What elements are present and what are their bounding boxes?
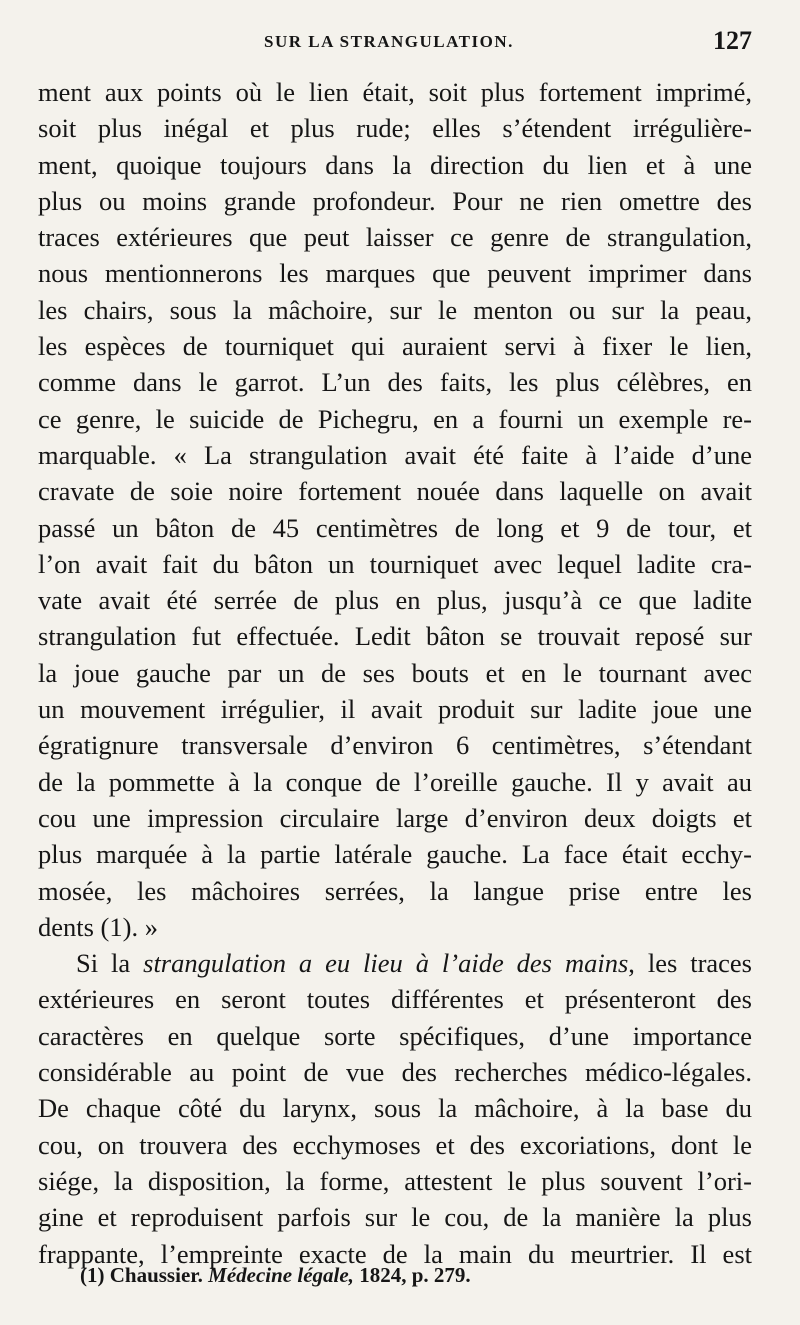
- text-line: traces extérieures que peut laisser ce genre de strangulation,: [38, 222, 752, 253]
- text-line: frappante, l’empreinte exacte de la main du meurtrier. Il est: [38, 1238, 752, 1269]
- text-line: considérable au point de vue des recherches médico-légales.: [38, 1057, 752, 1088]
- text-line: un mouvement irrégulier, il avait produit sur ladite joue une: [38, 694, 752, 725]
- page-number: 127: [713, 26, 752, 55]
- text-line: strangulation fut effectuée. Ledit bâton se trouvait reposé sur: [38, 621, 752, 652]
- text-line: les chairs, sous la mâchoire, sur le menton ou sur la peau,: [38, 294, 752, 325]
- text-line: ment aux points où le lien était, soit plus fortement imprimé,: [38, 77, 752, 107]
- text-line: plus marquée à la partie latérale gauche. La face était ecchy-: [38, 839, 752, 870]
- text-line: la joue gauche par un de ses bouts et en le tournant avec: [38, 657, 752, 688]
- running-head-title: SUR LA STRANGULATION.: [264, 32, 514, 51]
- text-line: dents (1). »: [38, 911, 158, 942]
- text-line: cravate de soie noire fortement nouée dans laquelle on avait: [38, 476, 752, 507]
- text-line: vate avait été serrée de plus en plus, jusqu’à ce que ladite: [38, 585, 752, 616]
- text-line: plus ou moins grande profondeur. Pour ne rien omettre des: [38, 185, 752, 216]
- text-line: marquable. « La strangulation avait été faite à l’aide d’une: [38, 439, 752, 470]
- footnote-details: 1824, p. 279.: [359, 1263, 471, 1287]
- footnote: [80, 1263, 471, 1288]
- paragraph-2-first-line: [38, 945, 752, 981]
- body-text: [38, 74, 752, 1272]
- text-line: extérieures en seront toutes différentes et présenteront des: [38, 984, 752, 1015]
- text-line: cou, on trouvera des ecchymoses et des excoriations, dont le: [38, 1129, 752, 1160]
- text-line: caractères en quelque sorte spécifiques, d’une importance: [38, 1020, 752, 1051]
- text-line: passé un bâton de 45 centimètres de long et 9 de tour, et: [38, 512, 752, 543]
- text-line: ce genre, le suicide de Pichegru, en a fourni un exemple re-: [38, 403, 752, 434]
- text-line: nous mentionnerons les marques que peuvent imprimer dans: [38, 258, 752, 289]
- para2-lead: Si la: [76, 948, 144, 979]
- para2-rest: , les traces: [628, 948, 753, 979]
- text-line: comme dans le garrot. L’un des faits, les plus célèbres, en: [38, 367, 752, 398]
- running-head: [38, 26, 752, 60]
- text-line: ment, quoique toujours dans la direction du lien et à une: [38, 149, 752, 180]
- text-line: gine et reproduisent parfois sur le cou, de la manière la plus: [38, 1202, 752, 1233]
- text-line: soit plus inégal et plus rude; elles s’étendent irrégulière-: [38, 113, 752, 144]
- text-line: égratignure transversale d’environ 6 centimètres, s’étendant: [38, 730, 752, 761]
- text-line: siége, la disposition, la forme, attestent le plus souvent l’ori-: [38, 1165, 752, 1196]
- footnote-title: Médecine légale,: [208, 1263, 354, 1287]
- footnote-marker: (1) Chaussier.: [80, 1263, 203, 1287]
- text-line: les espèces de tourniquet qui auraient servi à fixer le lien,: [38, 331, 752, 362]
- text-line: cou une impression circulaire large d’environ deux doigts et: [38, 802, 752, 833]
- text-line: de la pommette à la conque de l’oreille gauche. Il y avait au: [38, 766, 752, 797]
- text-line: l’on avait fait du bâton un tourniquet avec lequel ladite cra-: [38, 548, 752, 579]
- para2-italic: strangulation a eu lieu à l’aide des mains: [143, 948, 629, 979]
- text-line: De chaque côté du larynx, sous la mâchoire, à la base du: [38, 1093, 752, 1124]
- text-line: mosée, les mâchoires serrées, la langue prise entre les: [38, 875, 752, 906]
